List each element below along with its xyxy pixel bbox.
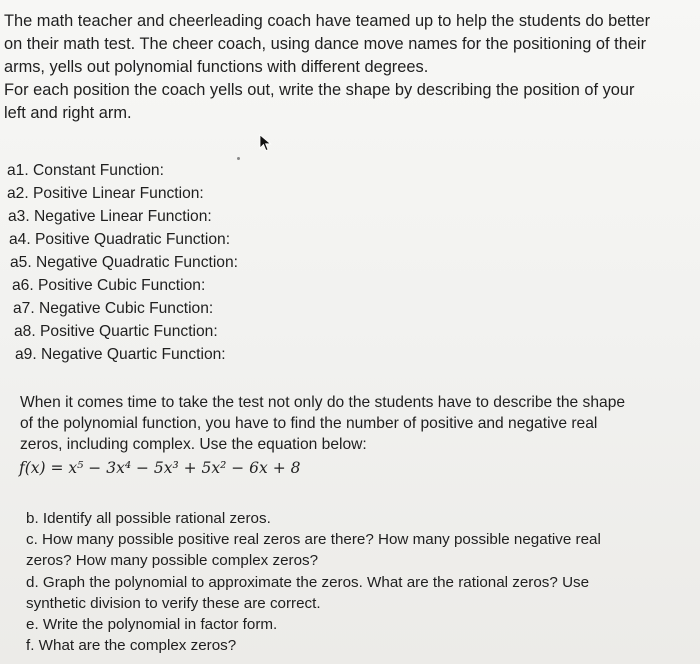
question-a9: a9. Negative Quartic Function: [15, 346, 226, 363]
question-a2: a2. Positive Linear Function: [7, 185, 204, 202]
intro-line-3: arms, yells out polynomial functions with different degrees. [4, 58, 429, 76]
part-c-line-2: zeros? How many possible complex zeros? [26, 552, 319, 570]
question-a3: a3. Negative Linear Function: [8, 208, 212, 225]
question-a4: a4. Positive Quadratic Function: [9, 231, 231, 248]
question-a1: a1. Constant Function: [7, 162, 164, 179]
part-e: e. Write the polynomial in factor form. [26, 616, 278, 634]
part-b: b. Identify all possible rational zeros. [26, 510, 271, 527]
part-d-line-1: d. Graph the polynomial to approximate the zeros. What are the rational zeros? Use [26, 573, 590, 591]
mouse-pointer-icon [259, 134, 273, 152]
test-line-3: zeros, including complex. Use the equation below: [20, 436, 367, 453]
question-a7: a7. Negative Cubic Function: [13, 300, 214, 317]
part-c-line-1: c. How many possible positive real zeros are there? How many possible negative real [26, 531, 601, 549]
intro-line-2: on their math test. The cheer coach, using dance move names for the positioning of their [4, 35, 647, 53]
stray-dot [237, 157, 240, 160]
test-line-1: When it comes time to take the test not only do the students have to describe the shape [20, 394, 626, 411]
intro-line-4: For each position the coach yells out, write the shape by describing the position of your [4, 81, 635, 99]
test-paragraph [20, 392, 680, 455]
question-a5: a5. Negative Quadratic Function: [10, 254, 238, 271]
part-f: f. What are the complex zeros? [26, 637, 237, 655]
part-d-line-2: synthetic division to verify these are correct. [26, 594, 321, 612]
intro-paragraph [4, 10, 698, 125]
question-parts [26, 508, 686, 656]
question-a6: a6. Positive Cubic Function: [12, 277, 206, 294]
test-line-2: of the polynomial function, you have to find the number of positive and negative real [20, 415, 598, 432]
intro-line-1: The math teacher and cheerleading coach have teamed up to help the students do better [4, 12, 651, 30]
polynomial-equation: f(x) = x⁵ − 3x⁴ − 5x³ + 5x² − 6x + 8 [19, 459, 301, 477]
question-a8: a8. Positive Quartic Function: [14, 323, 218, 340]
intro-line-5: left and right arm. [4, 104, 132, 122]
